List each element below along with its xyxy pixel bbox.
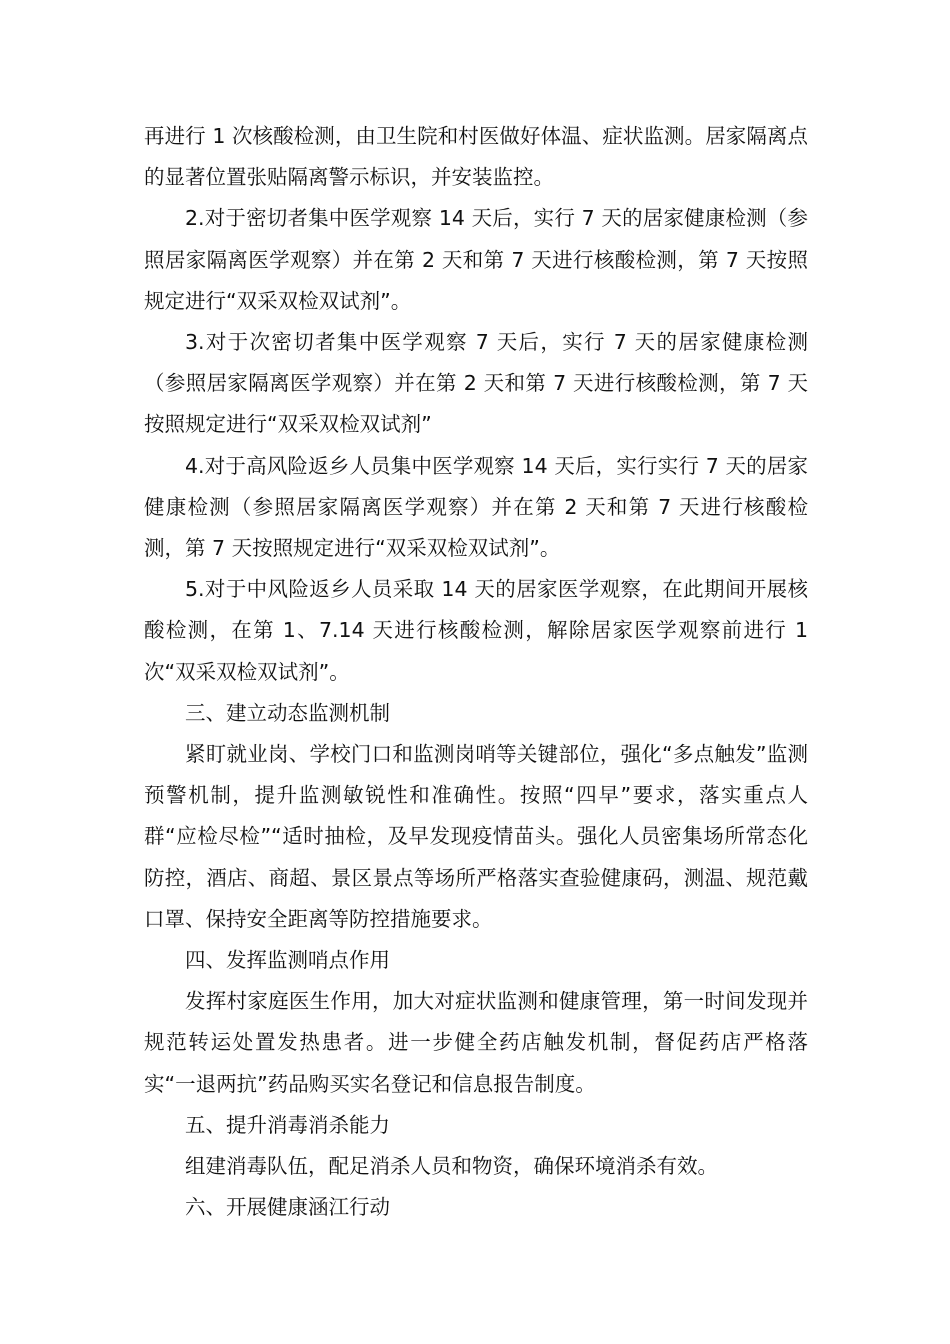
body-paragraph: 再进行 1 次核酸检测，由卫生院和村医做好体温、症状监测。居家隔离点的显著位置张贴隔离警示标识，并安装监控。 (144, 124, 808, 190)
body-paragraph: 发挥村家庭医生作用，加大对症状监测和健康管理，第一时间发现并规范转运处置发热患者。进一步健全药店触发机制，督促药店严格落实“一退两抗”药品购买实名登记和信息报告制度。 (144, 989, 808, 1096)
body-paragraph: 2.对于密切者集中医学观察 14 天后，实行 7 天的居家健康检测（参照居家隔离医学观察）并在第 2 天和第 7 天进行核酸检测，第 7 天按照规定进行“双采双检双试剂”。 (144, 206, 808, 313)
body-paragraph: 5.对于中风险返乡人员采取 14 天的居家医学观察，在此期间开展核酸检测，在第 1、7.14 天进行核酸检测，解除居家医学观察前进行 1 次“双采双检双试剂”。 (144, 577, 808, 684)
body-paragraph: 组建消毒队伍，配足消杀人员和物资，确保环境消杀有效。 (185, 1154, 718, 1179)
section-heading: 三、建立动态监测机制 (185, 700, 390, 725)
section-heading: 六、开展健康涵江行动 (185, 1195, 390, 1220)
body-paragraph: 4.对于高风险返乡人员集中医学观察 14 天后，实行实行 7 天的居家健康检测（参照居家隔离医学观察）并在第 2 天和第 7 天进行核酸检测，第 7 天按照规定进行“双采双检双试剂”。 (144, 453, 808, 561)
body-paragraph: 3.对于次密切者集中医学观察 7 天后，实行 7 天的居家健康检测（参照居家隔离医学观察）并在第 2 天和第 7 天进行核酸检测，第 7 天按照规定进行“双采双检双试剂” (144, 330, 808, 437)
body-paragraph: 紧盯就业岗、学校门口和监测岗哨等关键部位，强化“多点触发”监测预警机制，提升监测敏锐性和准确性。按照“四早”要求，落实重点人群“应检尽检”“适时抽检，及早发现疫情苗头。强化人员密集场所常态化防控，酒店、商超、景区景点等场所严格落实查验健康码，测温、规范戴口罩、保持安全距离等防控措施要求。 (144, 742, 808, 931)
section-heading: 四、发挥监测哨点作用 (185, 948, 390, 973)
section-heading: 五、提升消毒消杀能力 (185, 1112, 390, 1137)
document-page (144, 116, 808, 1228)
